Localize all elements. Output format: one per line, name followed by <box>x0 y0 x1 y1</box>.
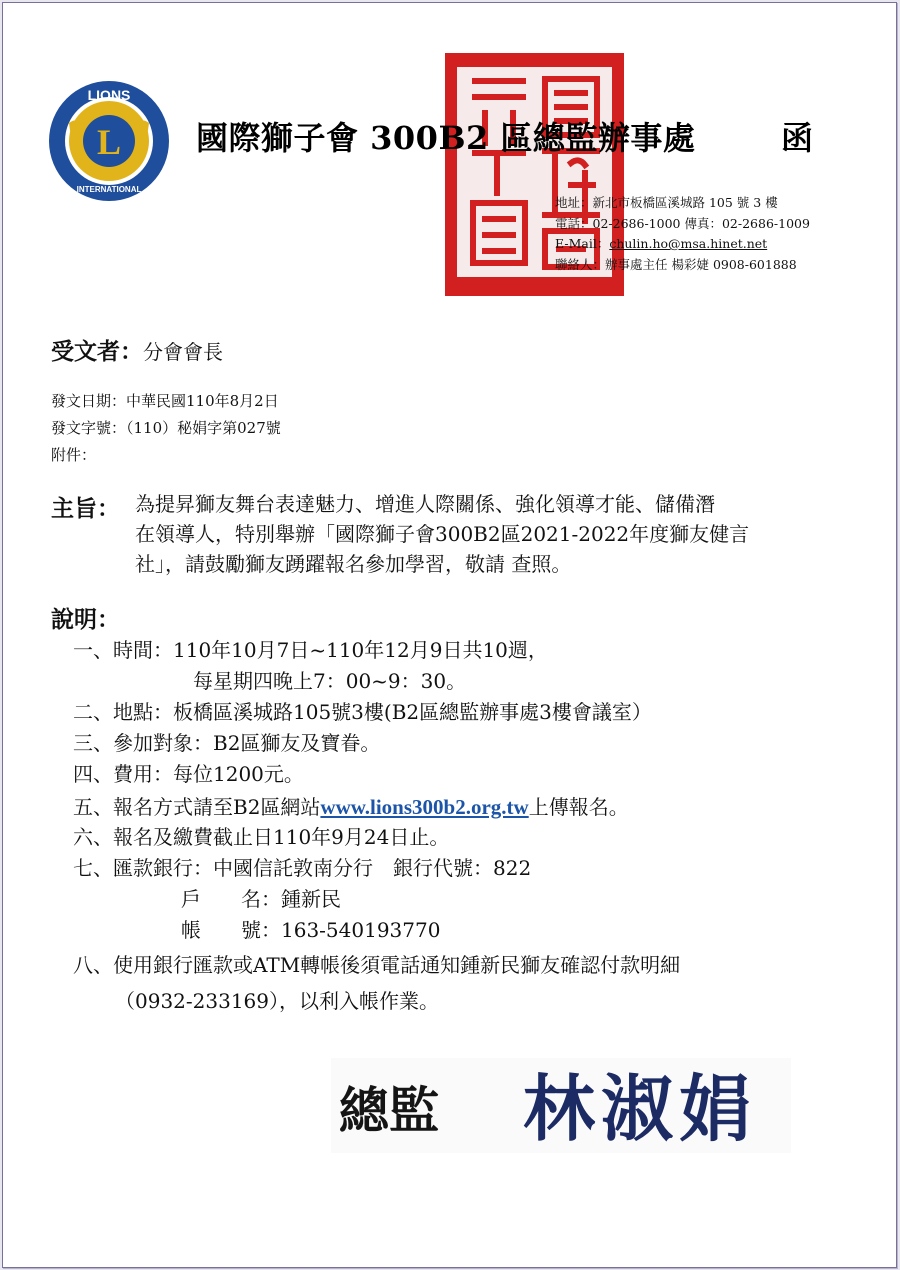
contact-person: 聯絡人：辦事處主任 楊彩婕 0908-601888 <box>555 256 797 272</box>
signature-name: 林淑娟 <box>523 1066 758 1151</box>
explanation-label: 說明： <box>51 606 120 633</box>
recipient-label: 受文者： <box>51 338 143 365</box>
logo-letter: L <box>96 122 122 162</box>
contact-phone: 電話：02-2686-1000 傳真：02-2686-1009 <box>555 215 810 231</box>
contact-block <box>555 193 810 275</box>
subject-body <box>135 489 835 579</box>
governor-signature-block <box>331 1058 791 1153</box>
issue-date: 發文日期：中華民國110年8月2日 <box>51 392 279 410</box>
contact-email-line <box>555 234 810 255</box>
item-1-time: 一、時間：110年10月7日~110年12月9日共10週， <box>73 638 548 662</box>
signature-title: 總監 <box>339 1081 439 1140</box>
item-6-deadline: 六、報名及繳費截止日110年9月24日止。 <box>73 825 450 849</box>
item-5-registration <box>73 791 629 820</box>
recipient-value: 分會會長 <box>143 340 223 364</box>
logo-top-text: LIONS <box>87 87 131 103</box>
item-7-account-name: 戶 名：鍾新民 <box>181 887 341 911</box>
subject-line-3: 社」，請鼓勵獅友踴躍報名參加學習，敬請 查照。 <box>135 552 572 576</box>
item-8-phone: （0932-233169），以利入帳作業。 <box>115 989 440 1013</box>
subject-label: 主旨： <box>51 495 120 522</box>
website-link[interactable]: www.lions300b2.org.tw <box>320 795 529 819</box>
item-5-suffix: 上傳報名。 <box>528 795 629 819</box>
logo-bottom-text: INTERNATIONAL <box>76 185 142 194</box>
reference-number: 發文字號：（110）秘娟字第027號 <box>51 419 281 437</box>
email-link[interactable]: chulin.ho@msa.hinet.net <box>609 236 768 251</box>
attachment-line: 附件： <box>51 446 97 464</box>
item-4-fee: 四、費用：每位1200元。 <box>73 762 304 786</box>
subject-line-2: 在領導人，特別舉辦「國際獅子會300B2區2021-2022年度獅友健言 <box>135 522 750 546</box>
subject-line-1: 為提昇獅友舞台表達魅力、增進人際關係、強化領導才能、儲備潛 <box>135 492 715 516</box>
title-suffix: 函 <box>781 119 814 157</box>
title-text: 國際獅子會 300B2 區總監辦事處 <box>196 119 696 157</box>
item-7-account-number: 帳 號：163-540193770 <box>181 918 441 942</box>
item-5-prefix: 五、報名方式請至B2區網站 <box>73 795 321 819</box>
email-label: E-Mail： <box>555 236 610 251</box>
contact-address: 地址：新北市板橋區溪城路 105 號 3 樓 <box>555 195 778 210</box>
item-7-bank: 七、匯款銀行：中國信託敦南分行 銀行代號：822 <box>73 856 532 880</box>
letter-page <box>2 2 897 1268</box>
item-8-notice: 八、使用銀行匯款或ATM轉帳後須電話通知鍾新民獅友確認付款明細 <box>73 953 681 977</box>
letter-title <box>196 113 826 159</box>
recipient-line <box>51 333 223 366</box>
lions-international-logo <box>47 79 171 203</box>
item-2-location: 二、地點：板橋區溪城路105號3樓(B2區總監辦事處3樓會議室） <box>73 700 652 724</box>
item-1-schedule: 每星期四晚上7：00~9：30。 <box>193 669 467 693</box>
item-3-participants: 三、參加對象：B2區獅友及寶眷。 <box>73 731 381 755</box>
